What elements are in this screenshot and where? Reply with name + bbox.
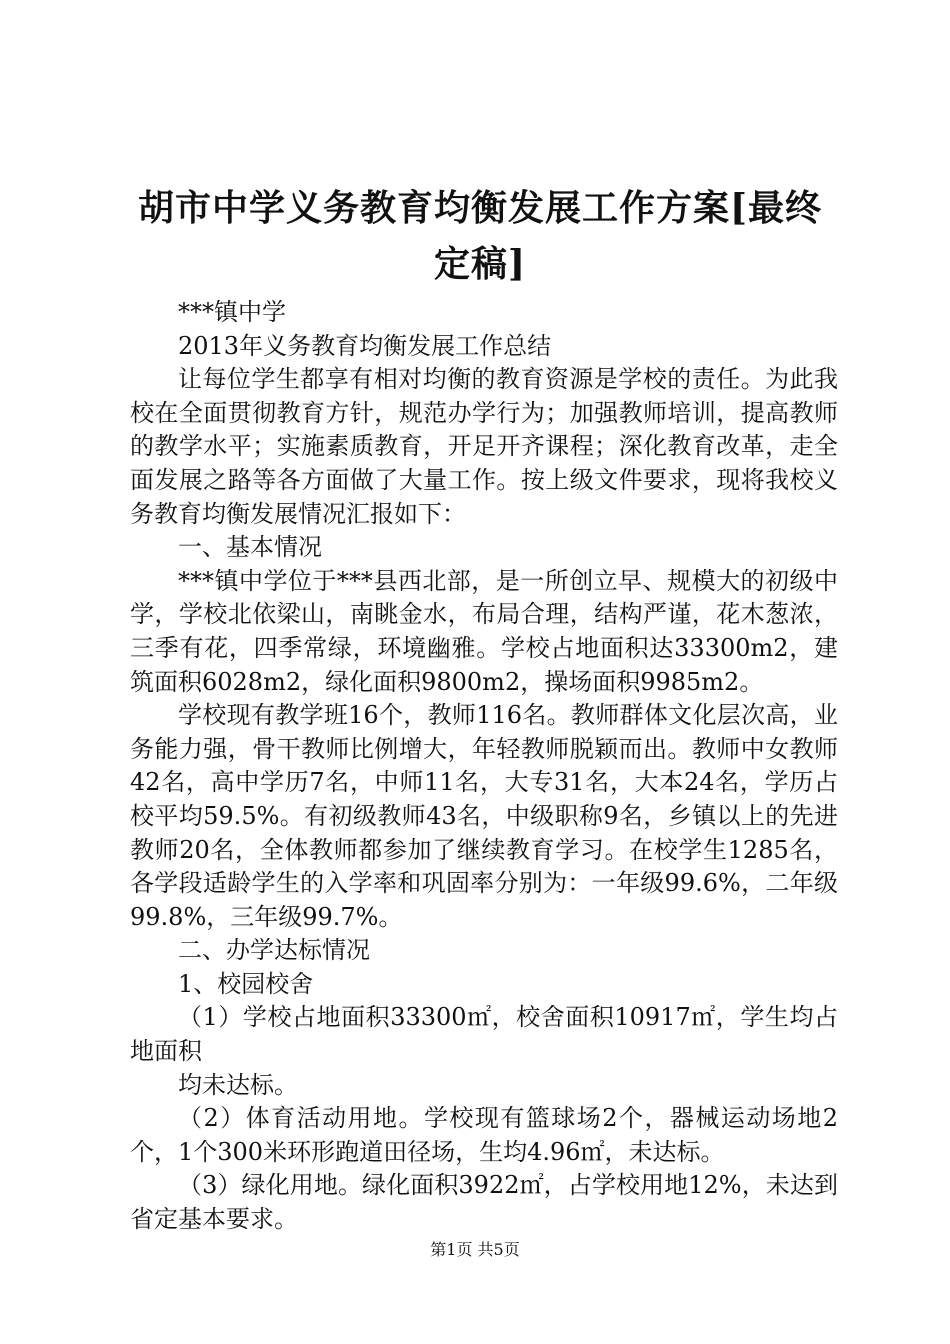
page-footer: 第1页 共5页 <box>430 1240 520 1259</box>
section-heading-standards: 二、办学达标情况 <box>178 936 370 965</box>
paragraph-sports-land: （2）体育活动用地。学校现有篮球场2个，器械运动场地2个，1个300米环形跑道田径场，生均4.96㎡，未达标。 <box>130 1104 838 1166</box>
paragraph-teachers-students: 学校现有教学班16个，教师116名。教师群体文化层次高，业务能力强，骨干教师比例增大，年轻教师脱颖而出。教师中女教师42名，高中学历7名，中师11名，大专31名，大本24名，学历占校平均59.5%。有初级教师43名，中级职称9名，乡镇以上的先进教师20名，全体教师都参加了继续教育学习。在校学生1285名，各学段适龄学生的入学率和巩固率分别为：一年级99.6%，二年级99.8%，三年级99.7%。 <box>130 701 838 931</box>
paragraph-report-title: 2013年义务教育均衡发展工作总结 <box>178 331 552 360</box>
document-body <box>130 296 838 1237</box>
paragraph-school-location: ***镇中学位于***县西北部，是一所创立早、规模大的初级中学，学校北依梁山，南眺金水，布局合理，结构严谨，花木葱浓，三季有花，四季常绿，环境幽雅。学校占地面积达33300m2，建筑面积6028m2，绿化面积9800m2，操场面积9985m2。 <box>130 566 838 696</box>
paragraph-school-name: ***镇中学 <box>178 298 286 326</box>
section-heading-basic-info: 一、基本情况 <box>178 533 322 562</box>
paragraph-green-land: （3）绿化用地。绿化面积3922㎡，占学校用地12%，未达到省定基本要求。 <box>130 1171 838 1234</box>
paragraph-intro: 让每位学生都享有相对均衡的教育资源是学校的责任。为此我校在全面贯彻教育方针，规范办学行为；加强教师培训，提高教师的教学水平；实施素质教育，开足开齐课程；深化教育改革，走全面发展之路等各方面做了大量工作。按上级文件要求，现将我校义务教育均衡发展情况汇报如下： <box>130 365 838 528</box>
document-title: 胡市中学义务教育均衡发展工作方案[最终定稿] <box>137 187 823 285</box>
subsection-heading-campus: 1、校园校舍 <box>178 969 314 998</box>
paragraph-not-met: 均未达标。 <box>178 1070 298 1099</box>
paragraph-land-area: （1）学校占地面积33300㎡，校舍面积10917㎡，学生均占地面积 <box>130 1003 838 1066</box>
